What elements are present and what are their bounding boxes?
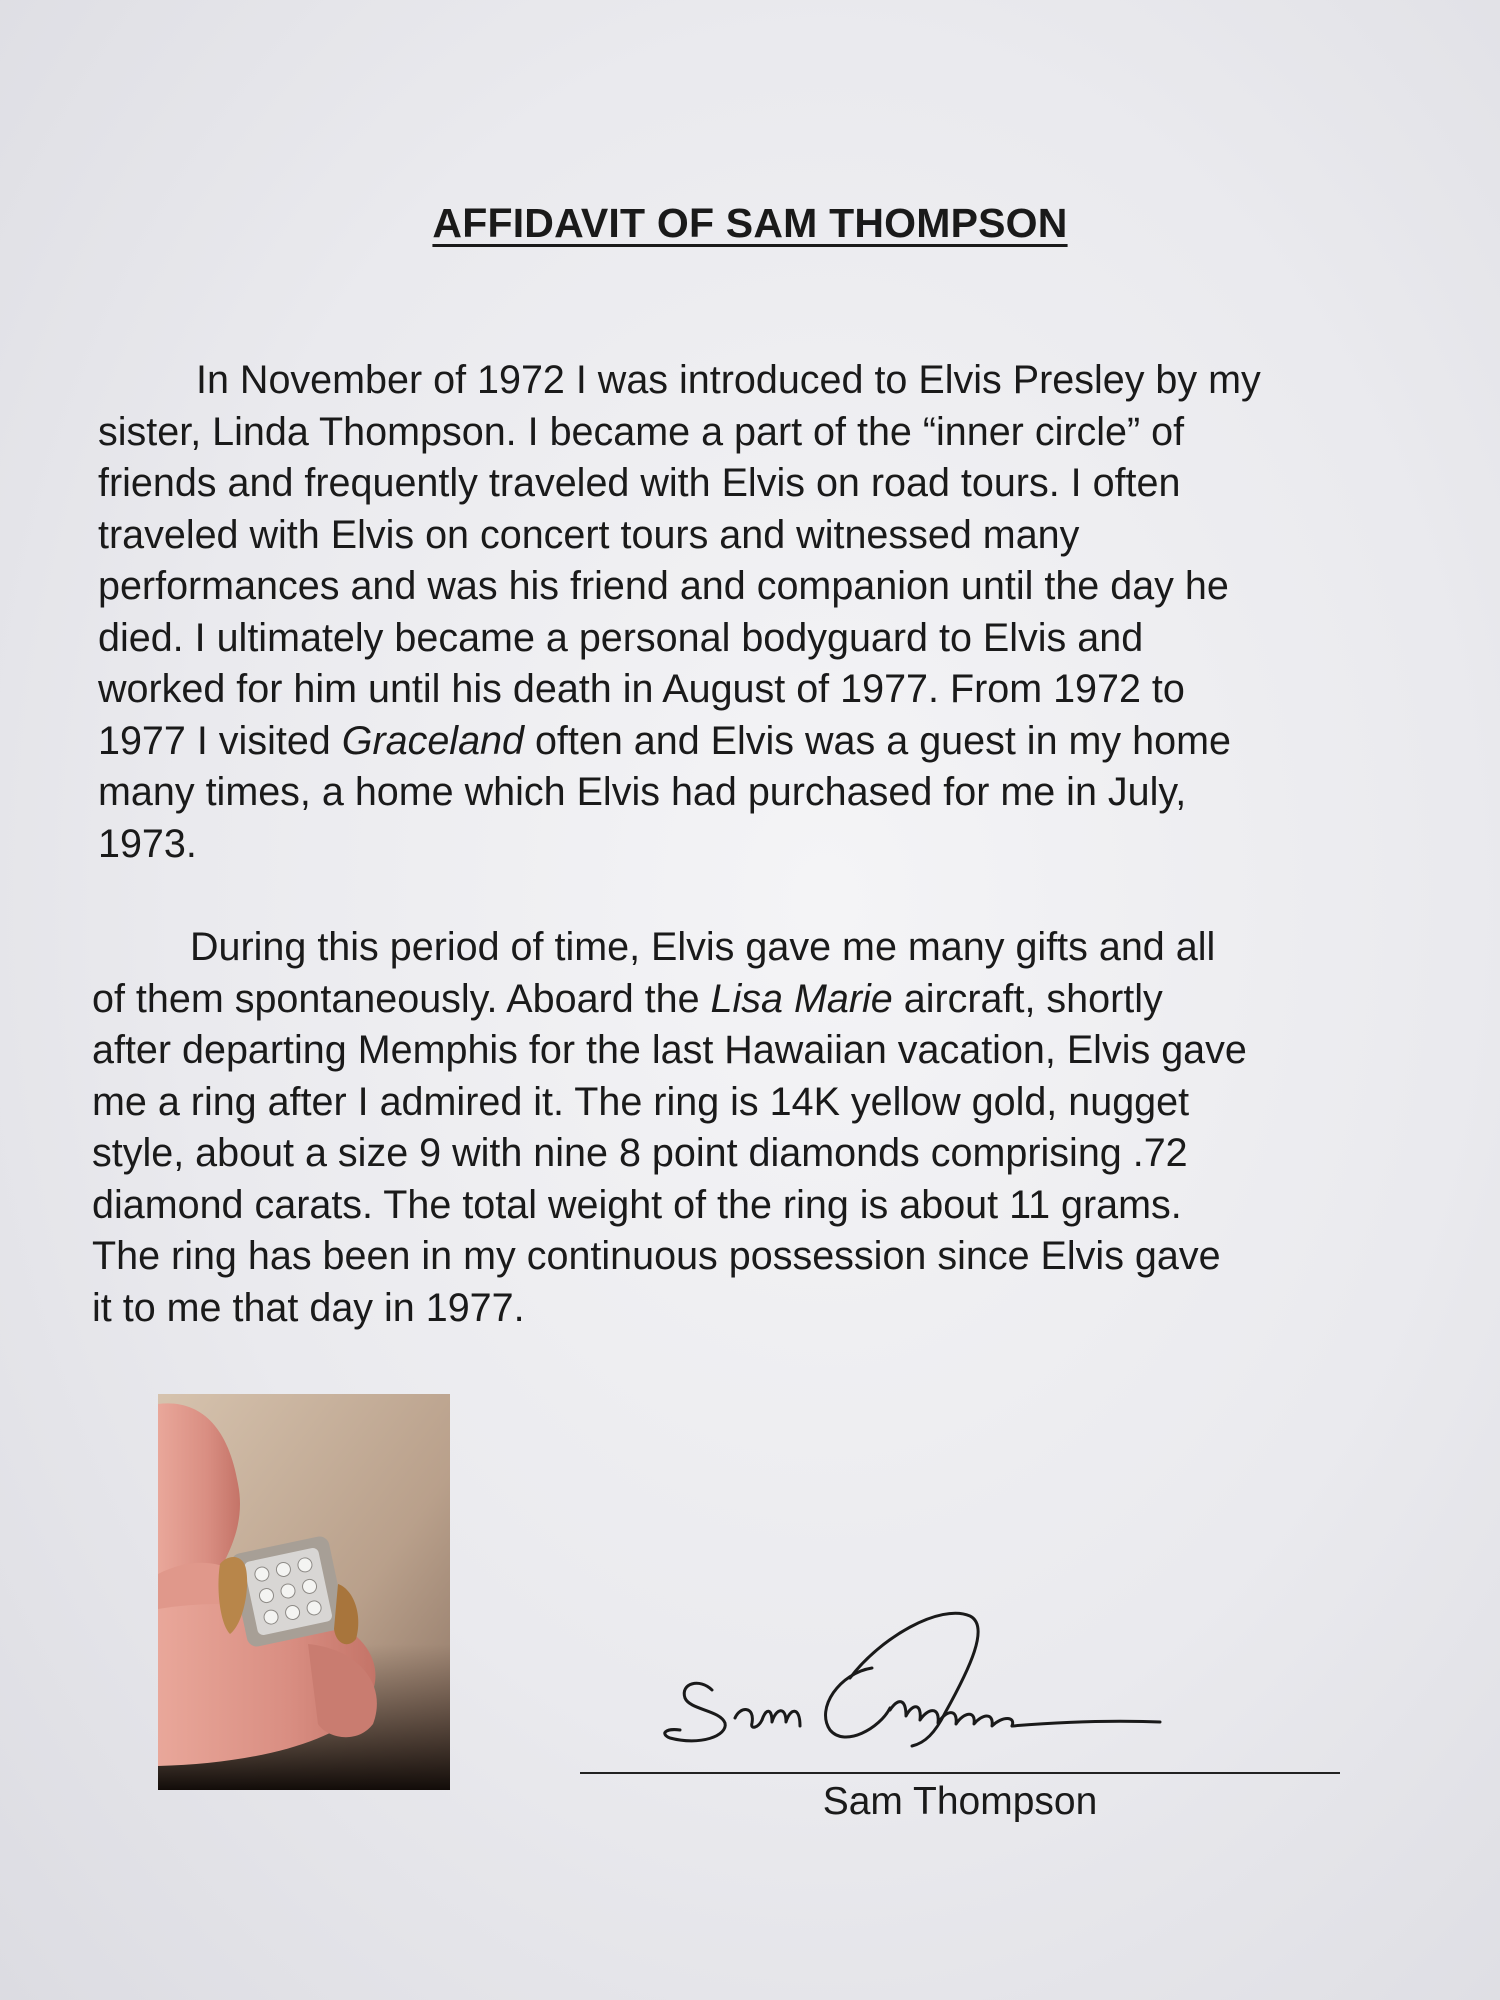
paragraph-1-line: died. I ultimately became a personal bodyguard to Elvis and [98,615,1144,660]
paragraph-1-line: friends and frequently traveled with Elvis on road tours. I often [98,461,1181,505]
paragraph-2-line: style, about a size 9 with nine 8 point diamonds comprising .72 [92,1131,1188,1175]
paragraph-2-line: During this period of time, Elvis gave me many gifts and all [190,925,1216,969]
paragraph-1 [98,355,1261,870]
text-run: aircraft, shortly [892,976,1163,1021]
paragraph-1-line: sister, Linda Thompson. I became a part of the “inner circle” of [98,409,1185,454]
paragraph-1-line: 1973. [98,821,197,866]
paragraph-1-line: In November of 1972 I was introduced to Elvis Presley by my [196,358,1261,402]
lisa-marie-italic: Lisa Marie [710,976,893,1021]
paragraph-1-line: many times, a home which Elvis had purchased for me in July, [98,770,1187,814]
signature-line [580,1772,1340,1774]
graceland-italic: Graceland [341,718,524,763]
paragraph-2-line: it to me that day in 1977. [92,1285,525,1330]
paragraph-2-line: The ring has been in my continuous possession since Elvis gave [92,1234,1221,1278]
paragraph-1-line: worked for him until his death in August of 1977. From 1972 to [98,667,1185,711]
ring-photo [158,1394,450,1790]
paragraph-1-line: performances and was his friend and companion until the day he [98,564,1229,608]
paragraph-2-line [92,974,1247,1026]
text-run: 1977 I visited [98,718,342,763]
paragraph-1-line: traveled with Elvis on concert tours and witnessed many [98,512,1080,557]
paragraph-2 [92,922,1247,1334]
paragraph-1-line [98,716,1261,768]
text-run: of them spontaneously. Aboard the [92,976,711,1021]
paragraph-2-line: me a ring after I admired it. The ring is 14K yellow gold, nugget [92,1079,1190,1124]
paragraph-2-line: after departing Memphis for the last Hawaiian vacation, Elvis gave [92,1028,1247,1072]
handwritten-signature [640,1598,1320,1748]
paragraph-2-line: diamond carats. The total weight of the ring is about 11 grams. [92,1182,1182,1227]
text-run: often and Elvis was a guest in my home [523,718,1231,763]
signer-printed-name: Sam Thompson [822,1780,1098,1823]
document-title: AFFIDAVIT OF SAM THOMPSON [432,200,1068,246]
